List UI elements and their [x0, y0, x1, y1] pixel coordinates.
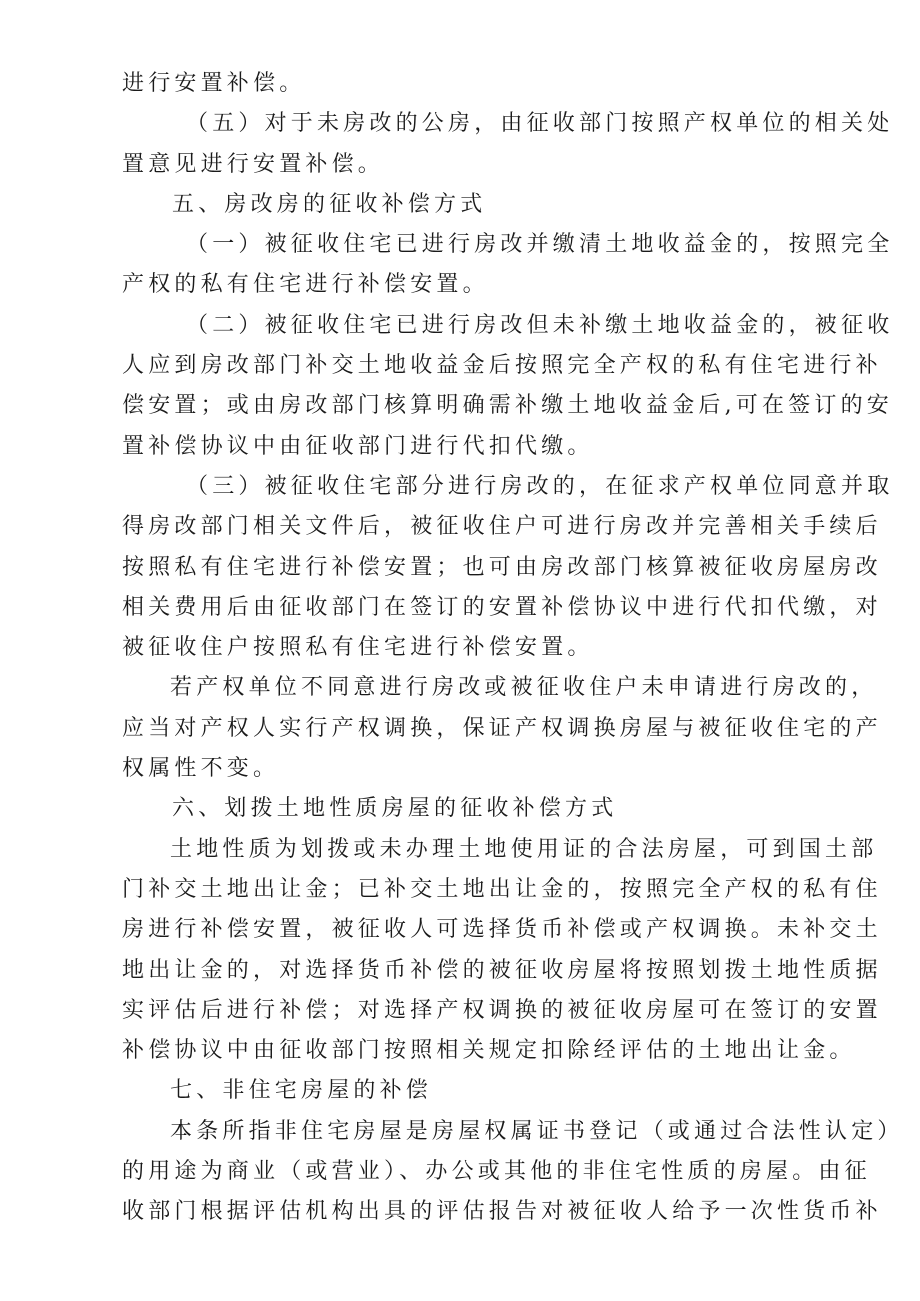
text-line: 按照私有住宅进行补偿安置；也可由房改部门核算被征收房屋房改	[122, 554, 882, 580]
text-line: 偿安置；或由房改部门核算明确需补缴土地收益金后,可在签订的安	[122, 393, 893, 419]
text-line: 得房改部门相关文件后，被征收住户可进行房改并完善相关手续后	[122, 514, 882, 540]
text-line: （二）被征收住宅已进行房改但未补缴土地收益金的，被征收	[186, 312, 894, 338]
text-line: 权属性不变。	[122, 756, 280, 782]
text-line: （三）被征收住宅部分进行房改的，在征求产权单位同意并取	[186, 473, 894, 499]
text-line: 土地性质为划拨或未办理土地使用证的合法房屋，可到国土部	[170, 836, 878, 862]
text-line: 置意见进行安置补偿。	[122, 151, 385, 177]
text-line: 产权的私有住宅进行补偿安置。	[122, 272, 489, 298]
section-heading: 七、非住宅房屋的补偿	[170, 1078, 433, 1104]
text-line: 人应到房改部门补交土地收益金后按照完全产权的私有住宅进行补	[122, 353, 882, 379]
text-line: 置补偿协议中由征收部门进行代扣代缴。	[122, 433, 594, 459]
text-line: 补偿协议中由征收部门按照相关规定扣除经评估的土地出让金。	[122, 1038, 856, 1064]
text-line: 房进行补偿安置，被征收人可选择货币补偿或产权调换。未补交土	[122, 917, 882, 943]
text-line: 相关费用后由征收部门在签订的安置补偿协议中进行代扣代缴，对	[122, 594, 882, 620]
text-line: 门补交土地出让金；已补交土地出让金的，按照完全产权的私有住	[122, 876, 882, 902]
text-line: （一）被征收住宅已进行房改并缴清土地收益金的，按照完全	[186, 232, 894, 258]
text-line: 的用途为商业（或营业）、办公或其他的非住宅性质的房屋。由征	[122, 1159, 871, 1185]
document-page	[122, 64, 904, 1233]
text-line: 收部门根据评估机构出具的评估报告对被征收人给予一次性货币补	[122, 1199, 882, 1225]
text-line: 实评估后进行补偿；对选择产权调换的被征收房屋可在签订的安置	[122, 997, 882, 1023]
text-line: 应当对产权人实行产权调换，保证产权调换房屋与被征收住宅的产	[122, 715, 882, 741]
text-line: 被征收住户按照私有住宅进行补偿安置。	[122, 635, 594, 661]
text-line: 地出让金的，对选择货币补偿的被征收房屋将按照划拨土地性质据	[122, 957, 882, 983]
text-line: 进行安置补偿。	[122, 71, 306, 96]
text-line: （五）对于未房改的公房，由征收部门按照产权单位的相关处	[186, 111, 894, 137]
text-line: 若产权单位不同意进行房改或被征收住户未申请进行房改的，	[170, 675, 878, 701]
text-line: 本条所指非住宅房屋是房屋权属证书登记（或通过合法性认定）	[170, 1118, 904, 1144]
section-heading: 五、房改房的征收补偿方式	[172, 191, 487, 217]
section-heading: 六、划拨土地性质房屋的征收补偿方式	[172, 796, 618, 822]
